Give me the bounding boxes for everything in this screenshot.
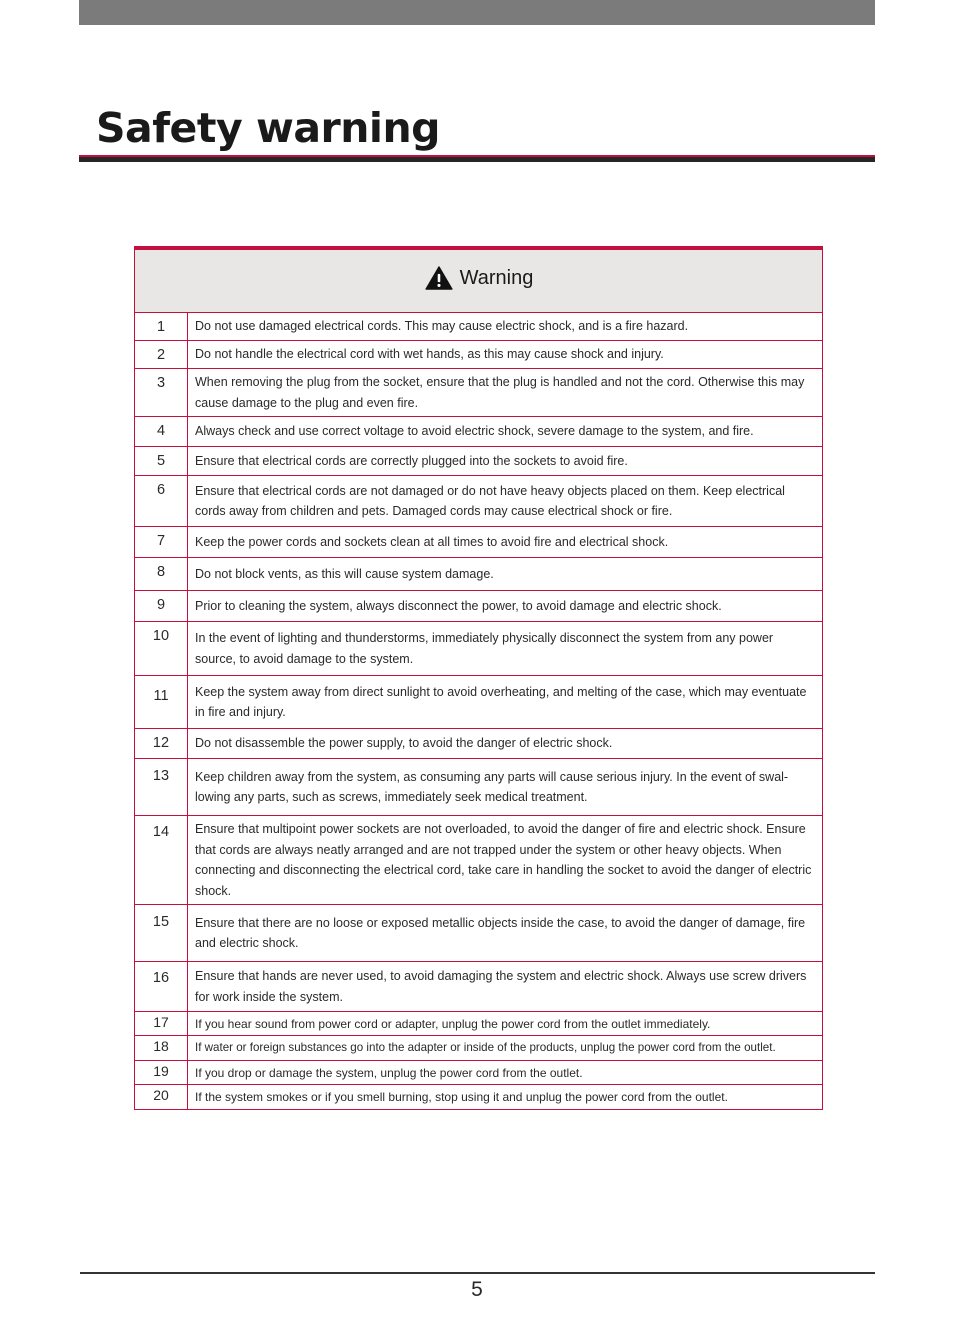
row-text: If you drop or damage the system, unplug the power cord from the outlet. bbox=[188, 1061, 823, 1085]
row-number: 5 bbox=[135, 447, 188, 476]
warning-triangle-icon bbox=[424, 266, 454, 290]
row-number: 20 bbox=[135, 1085, 188, 1110]
page-title: Safety warning bbox=[96, 104, 440, 152]
table-row bbox=[135, 676, 823, 729]
table-row bbox=[135, 447, 823, 476]
row-text: Do not disassemble the power supply, to avoid the danger of electric shock. bbox=[188, 729, 823, 759]
row-text: Keep the power cords and sockets clean at all times to avoid fire and electrical shock. bbox=[188, 527, 823, 558]
table-row bbox=[135, 622, 823, 676]
table-row bbox=[135, 962, 823, 1012]
row-text: In the event of lighting and thunderstorms, immediately physically disconnect the system from any power source, to avoid damage to the system. bbox=[188, 622, 823, 676]
row-text: Do not use damaged electrical cords. This may cause electric shock, and is a fire hazard. bbox=[188, 313, 823, 341]
row-number: 17 bbox=[135, 1012, 188, 1036]
row-number: 16 bbox=[135, 962, 188, 1012]
warning-table bbox=[134, 246, 823, 1110]
table-row bbox=[135, 369, 823, 417]
row-number: 3 bbox=[135, 369, 188, 417]
row-text: Do not handle the electrical cord with wet hands, as this may cause shock and injury. bbox=[188, 341, 823, 369]
row-text: Always check and use correct voltage to avoid electric shock, severe damage to the system, and fire. bbox=[188, 417, 823, 447]
row-text: If you hear sound from power cord or adapter, unplug the power cord from the outlet immediately. bbox=[188, 1012, 823, 1036]
row-number: 11 bbox=[135, 676, 188, 729]
table-row bbox=[135, 476, 823, 527]
row-text: Keep the system away from direct sunlight to avoid overheating, and melting of the case, which may eventuate in fire and injury. bbox=[188, 676, 823, 729]
table-row bbox=[135, 591, 823, 622]
row-text: If the system smokes or if you smell burning, stop using it and unplug the power cord from the outlet. bbox=[188, 1085, 823, 1110]
row-number: 2 bbox=[135, 341, 188, 369]
row-number: 7 bbox=[135, 527, 188, 558]
row-number: 6 bbox=[135, 476, 188, 527]
row-text: Ensure that electrical cords are not damaged or do not have heavy objects placed on them. Keep electrical cords away from children and pets. Damaged cords may cause electrical shock or fire. bbox=[188, 476, 823, 527]
title-rule bbox=[79, 157, 875, 162]
warning-table-header-row bbox=[135, 248, 823, 313]
row-text: Ensure that electrical cords are correctly plugged into the sockets to avoid fire. bbox=[188, 447, 823, 476]
row-number: 14 bbox=[135, 816, 188, 905]
warning-table-header-label: Warning bbox=[459, 266, 534, 289]
row-text: Ensure that hands are never used, to avoid damaging the system and electric shock. Always use screw drivers for work inside the system. bbox=[188, 962, 823, 1012]
table-row bbox=[135, 527, 823, 558]
row-text: Do not block vents, as this will cause system damage. bbox=[188, 558, 823, 591]
row-number: 13 bbox=[135, 759, 188, 816]
table-row bbox=[135, 905, 823, 962]
row-number: 15 bbox=[135, 905, 188, 962]
table-row bbox=[135, 313, 823, 341]
row-text: Ensure that multipoint power sockets are not overloaded, to avoid the danger of fire and electric shock. Ensure that cords are always neatly arranged and are not trapped under the system or other heavy objects. When connecting and disconnecting the electrical cord, take care in handling the socket to avoid the danger of electric shock. bbox=[188, 816, 823, 905]
table-row bbox=[135, 729, 823, 759]
page-number: 5 bbox=[471, 1278, 483, 1301]
row-number: 19 bbox=[135, 1061, 188, 1085]
row-text: When removing the plug from the socket, ensure that the plug is handled and not the cord. Otherwise this may cause damage to the plug and even fire. bbox=[188, 369, 823, 417]
table-row bbox=[135, 759, 823, 816]
row-number: 9 bbox=[135, 591, 188, 622]
table-row bbox=[135, 1036, 823, 1061]
table-row bbox=[135, 1085, 823, 1110]
row-number: 12 bbox=[135, 729, 188, 759]
table-row bbox=[135, 816, 823, 905]
top-bar bbox=[79, 0, 875, 25]
warning-table-header bbox=[135, 248, 823, 313]
row-number: 10 bbox=[135, 622, 188, 676]
row-number: 8 bbox=[135, 558, 188, 591]
footer-rule bbox=[80, 1272, 875, 1274]
table-row bbox=[135, 558, 823, 591]
row-text: Prior to cleaning the system, always disconnect the power, to avoid damage and electric shock. bbox=[188, 591, 823, 622]
row-text: Ensure that there are no loose or exposed metallic objects inside the case, to avoid the danger of damage, fire and electric shock. bbox=[188, 905, 823, 962]
table-row bbox=[135, 417, 823, 447]
row-number: 4 bbox=[135, 417, 188, 447]
row-text: Keep children away from the system, as consuming any parts will cause serious injury. In the event of swal-lowing any parts, such as screws, immediately seek medical treatment. bbox=[188, 759, 823, 816]
row-number: 1 bbox=[135, 313, 188, 341]
table-row bbox=[135, 1061, 823, 1085]
table-row bbox=[135, 1012, 823, 1036]
row-number: 18 bbox=[135, 1036, 188, 1061]
table-row bbox=[135, 341, 823, 369]
row-text: If water or foreign substances go into the adapter or inside of the products, unplug the power cord from the outlet. bbox=[188, 1036, 823, 1061]
